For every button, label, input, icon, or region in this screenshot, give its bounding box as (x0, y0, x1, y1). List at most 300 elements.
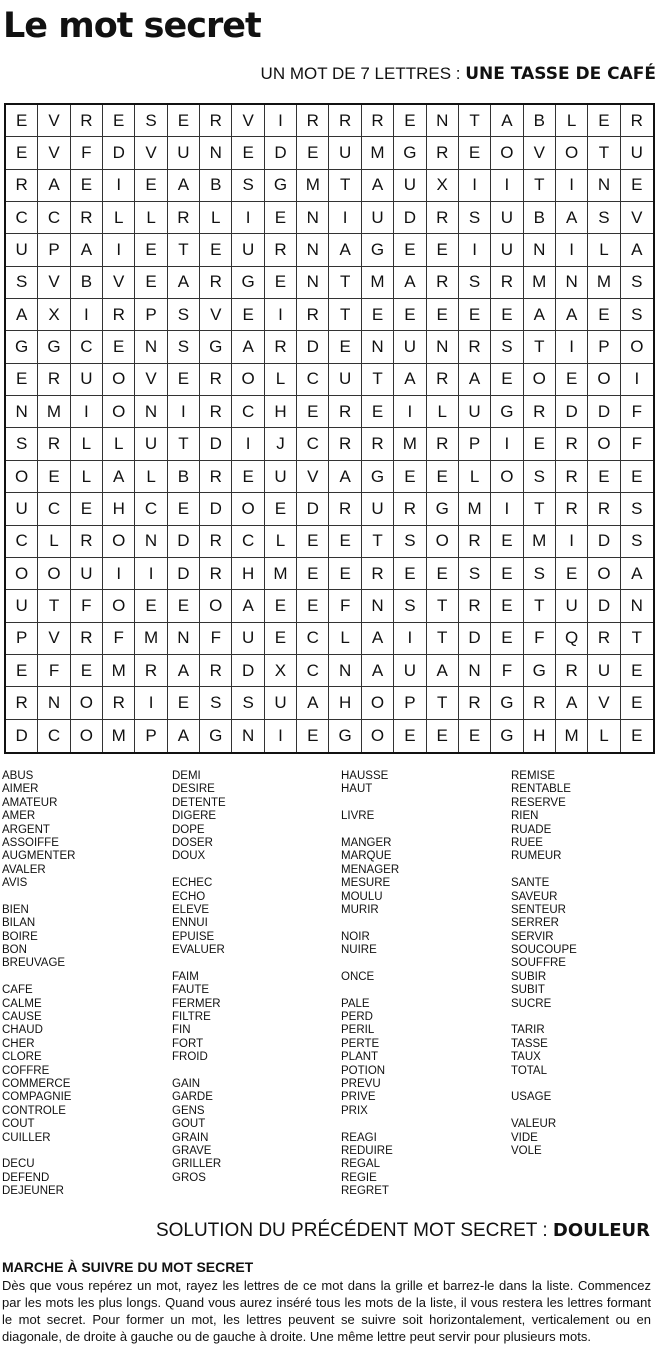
grid-cell[interactable]: U (621, 137, 653, 169)
grid-cell[interactable]: M (362, 267, 394, 299)
grid-cell[interactable]: D (556, 396, 588, 428)
grid-cell[interactable]: T (427, 623, 459, 655)
grid-cell[interactable]: D (297, 493, 329, 525)
word-list-item[interactable]: GARDE (172, 1091, 213, 1104)
grid-cell[interactable]: D (588, 526, 620, 558)
grid-cell[interactable]: R (6, 170, 38, 202)
word-list-item[interactable]: DESIRE (172, 783, 215, 796)
grid-cell[interactable]: M (524, 526, 556, 558)
grid-cell[interactable]: A (459, 364, 491, 396)
grid-cell[interactable]: E (427, 461, 459, 493)
word-list-item[interactable]: HAUSSE (341, 770, 389, 782)
grid-cell[interactable]: I (103, 170, 135, 202)
word-list-item[interactable]: BREUVAGE (2, 957, 66, 970)
word-list-item[interactable]: REGRET (341, 1185, 389, 1198)
grid-cell[interactable]: T (427, 590, 459, 622)
grid-cell[interactable]: U (362, 493, 394, 525)
word-list-item[interactable]: FAUTE (172, 984, 210, 997)
grid-cell[interactable]: U (265, 687, 297, 719)
grid-cell[interactable]: F (621, 428, 653, 460)
word-list-item[interactable]: ELEVE (172, 903, 210, 916)
word-list-item[interactable]: COMPAGNIE (2, 1091, 72, 1104)
grid-cell[interactable]: A (394, 364, 426, 396)
grid-cell[interactable]: A (168, 655, 200, 687)
grid-cell[interactable]: N (427, 105, 459, 137)
grid-cell[interactable]: S (621, 493, 653, 525)
word-list-item[interactable]: PERD (341, 1011, 373, 1024)
grid-cell[interactable]: R (200, 396, 232, 428)
grid-cell[interactable]: R (103, 299, 135, 331)
grid-cell[interactable]: C (38, 493, 70, 525)
word-list-item[interactable]: GAIN (172, 1077, 201, 1090)
grid-cell[interactable]: E (427, 234, 459, 266)
word-list-item[interactable]: DIGERE (172, 810, 217, 823)
word-list-item[interactable]: SUCRE (511, 997, 552, 1010)
grid-cell[interactable]: D (394, 202, 426, 234)
grid-cell[interactable]: M (135, 623, 167, 655)
grid-cell[interactable]: U (329, 137, 361, 169)
grid-cell[interactable]: T (362, 526, 394, 558)
grid-cell[interactable]: L (103, 428, 135, 460)
grid-cell[interactable]: L (103, 202, 135, 234)
grid-cell[interactable]: O (103, 364, 135, 396)
grid-cell[interactable]: A (329, 461, 361, 493)
grid-cell[interactable]: E (38, 461, 70, 493)
word-list-item[interactable]: GROS (172, 1171, 206, 1184)
word-list-item[interactable]: BOIRE (2, 930, 38, 943)
grid-cell[interactable]: U (588, 655, 620, 687)
grid-cell[interactable]: M (394, 428, 426, 460)
grid-cell[interactable]: L (265, 364, 297, 396)
grid-cell[interactable]: N (6, 396, 38, 428)
word-list-item[interactable]: REDUIRE (341, 1144, 393, 1157)
grid-cell[interactable]: D (200, 493, 232, 525)
word-list-item[interactable]: PERTE (341, 1037, 380, 1050)
word-list-item[interactable]: FILTRE (172, 1011, 211, 1024)
grid-cell[interactable]: C (135, 493, 167, 525)
grid-cell[interactable]: E (168, 364, 200, 396)
grid-cell[interactable]: V (135, 137, 167, 169)
grid-cell[interactable]: V (621, 202, 653, 234)
grid-cell[interactable]: G (6, 331, 38, 363)
grid-cell[interactable]: I (556, 526, 588, 558)
grid-cell[interactable]: G (362, 234, 394, 266)
word-list-item[interactable]: AUGMENTER (2, 850, 76, 863)
grid-cell[interactable]: O (588, 428, 620, 460)
grid-cell[interactable]: I (556, 170, 588, 202)
grid-cell[interactable]: C (297, 623, 329, 655)
grid-cell[interactable]: A (362, 170, 394, 202)
word-list-item[interactable]: FORT (172, 1037, 204, 1050)
grid-cell[interactable]: E (329, 331, 361, 363)
word-list-item[interactable]: MESURE (341, 877, 391, 890)
grid-cell[interactable]: R (621, 105, 653, 137)
word-list-item[interactable]: TAUX (511, 1051, 541, 1064)
word-list-item[interactable]: HAUT (341, 783, 373, 796)
grid-cell[interactable]: S (6, 428, 38, 460)
grid-cell[interactable]: R (265, 234, 297, 266)
word-list-item[interactable]: TOTAL (511, 1064, 547, 1077)
word-list-item[interactable]: REMISE (511, 770, 556, 782)
grid-cell[interactable]: V (38, 267, 70, 299)
grid-cell[interactable]: R (394, 493, 426, 525)
grid-cell[interactable]: E (491, 623, 523, 655)
grid-cell[interactable]: N (297, 267, 329, 299)
word-list-item[interactable]: AMER (2, 810, 36, 823)
grid-cell[interactable]: S (200, 687, 232, 719)
grid-cell[interactable]: S (232, 687, 264, 719)
word-list-item[interactable]: BIEN (2, 903, 29, 916)
grid-cell[interactable]: F (71, 590, 103, 622)
grid-cell[interactable]: U (362, 202, 394, 234)
word-list-item[interactable]: ECHEC (172, 877, 213, 890)
grid-cell[interactable]: E (297, 526, 329, 558)
grid-cell[interactable]: R (588, 623, 620, 655)
grid-cell[interactable]: I (491, 170, 523, 202)
grid-cell[interactable]: L (427, 396, 459, 428)
grid-cell[interactable]: T (459, 105, 491, 137)
grid-cell[interactable]: O (71, 720, 103, 752)
grid-cell[interactable]: A (297, 687, 329, 719)
grid-cell[interactable]: R (38, 428, 70, 460)
grid-cell[interactable]: M (103, 655, 135, 687)
word-list-item[interactable]: MARQUE (341, 850, 392, 863)
word-list-item[interactable]: CHAUD (2, 1024, 43, 1037)
grid-cell[interactable]: E (265, 590, 297, 622)
grid-cell[interactable]: O (200, 590, 232, 622)
grid-cell[interactable]: E (394, 558, 426, 590)
grid-cell[interactable]: I (265, 299, 297, 331)
grid-cell[interactable]: A (232, 331, 264, 363)
grid-cell[interactable]: L (265, 526, 297, 558)
grid-cell[interactable]: L (71, 428, 103, 460)
grid-cell[interactable]: D (265, 137, 297, 169)
grid-cell[interactable]: E (621, 461, 653, 493)
word-list-item[interactable]: BILAN (2, 917, 36, 930)
grid-cell[interactable]: R (71, 202, 103, 234)
grid-cell[interactable]: I (621, 364, 653, 396)
word-list-item[interactable]: REGAL (341, 1158, 380, 1171)
word-list-item[interactable]: REAGI (341, 1131, 377, 1144)
grid-cell[interactable]: N (168, 623, 200, 655)
word-list-item[interactable]: REGIE (341, 1171, 377, 1184)
grid-cell[interactable]: T (329, 170, 361, 202)
grid-cell[interactable]: G (362, 461, 394, 493)
word-list-item[interactable]: RUMEUR (511, 850, 562, 863)
word-list-item[interactable]: AMATEUR (2, 796, 58, 809)
grid-cell[interactable]: D (103, 137, 135, 169)
word-list-item[interactable]: CALME (2, 997, 42, 1010)
grid-cell[interactable]: A (103, 461, 135, 493)
grid-cell[interactable]: G (394, 137, 426, 169)
grid-cell[interactable]: P (135, 720, 167, 752)
word-list-item[interactable]: SOUCOUPE (511, 944, 577, 957)
word-list-item[interactable]: CLORE (2, 1051, 42, 1064)
grid-cell[interactable]: E (329, 526, 361, 558)
grid-cell[interactable]: L (135, 461, 167, 493)
grid-cell[interactable]: E (588, 299, 620, 331)
grid-cell[interactable]: C (71, 331, 103, 363)
grid-cell[interactable]: E (362, 299, 394, 331)
grid-cell[interactable]: E (362, 396, 394, 428)
grid-cell[interactable]: E (71, 493, 103, 525)
grid-cell[interactable]: N (297, 234, 329, 266)
grid-cell[interactable]: I (103, 558, 135, 590)
grid-cell[interactable]: A (491, 105, 523, 137)
grid-cell[interactable]: D (588, 396, 620, 428)
word-list-item[interactable]: SUBIT (511, 984, 545, 997)
grid-cell[interactable]: R (200, 364, 232, 396)
grid-cell[interactable]: M (362, 137, 394, 169)
grid-cell[interactable]: I (71, 396, 103, 428)
grid-cell[interactable]: E (232, 137, 264, 169)
grid-cell[interactable]: V (135, 364, 167, 396)
grid-cell[interactable]: C (38, 720, 70, 752)
grid-cell[interactable]: E (232, 299, 264, 331)
word-list-item[interactable]: SANTE (511, 877, 550, 890)
grid-cell[interactable]: V (38, 105, 70, 137)
word-list-item[interactable]: AIMER (2, 783, 39, 796)
grid-cell[interactable]: T (621, 623, 653, 655)
word-list-item[interactable]: ENNUI (172, 917, 208, 930)
grid-cell[interactable]: M (103, 720, 135, 752)
grid-cell[interactable]: R (556, 461, 588, 493)
grid-cell[interactable]: A (168, 720, 200, 752)
grid-cell[interactable]: L (556, 105, 588, 137)
grid-cell[interactable]: X (265, 655, 297, 687)
grid-cell[interactable]: N (38, 687, 70, 719)
grid-cell[interactable]: E (232, 461, 264, 493)
grid-cell[interactable]: E (6, 137, 38, 169)
grid-cell[interactable]: F (491, 655, 523, 687)
grid-cell[interactable]: R (103, 687, 135, 719)
grid-cell[interactable]: I (459, 234, 491, 266)
grid-cell[interactable]: O (362, 720, 394, 752)
grid-cell[interactable]: I (71, 299, 103, 331)
grid-cell[interactable]: E (168, 590, 200, 622)
grid-cell[interactable]: I (135, 558, 167, 590)
grid-cell[interactable]: L (200, 202, 232, 234)
word-list-item[interactable]: FERMER (172, 997, 221, 1010)
word-list-item[interactable]: ABUS (2, 770, 34, 782)
grid-cell[interactable]: D (588, 590, 620, 622)
grid-cell[interactable]: I (168, 396, 200, 428)
word-list-item[interactable]: SOUFFRE (511, 957, 566, 970)
grid-cell[interactable]: T (524, 493, 556, 525)
grid-cell[interactable]: O (556, 137, 588, 169)
grid-cell[interactable]: M (588, 267, 620, 299)
word-list-item[interactable]: RENTABLE (511, 783, 571, 796)
grid-cell[interactable]: C (6, 202, 38, 234)
grid-cell[interactable]: A (232, 590, 264, 622)
word-list-item[interactable]: CAUSE (2, 1011, 42, 1024)
grid-cell[interactable]: P (6, 623, 38, 655)
grid-cell[interactable]: E (588, 105, 620, 137)
grid-cell[interactable]: E (491, 526, 523, 558)
word-list-item[interactable]: ARGENT (2, 823, 50, 836)
grid-cell[interactable]: N (135, 396, 167, 428)
word-list-item[interactable]: RESERVE (511, 796, 566, 809)
grid-cell[interactable]: N (621, 590, 653, 622)
grid-cell[interactable]: S (394, 526, 426, 558)
grid-cell[interactable]: E (621, 687, 653, 719)
grid-cell[interactable]: N (524, 234, 556, 266)
grid-cell[interactable]: I (232, 428, 264, 460)
grid-cell[interactable]: B (200, 170, 232, 202)
grid-cell[interactable]: E (588, 461, 620, 493)
grid-cell[interactable]: O (6, 558, 38, 590)
grid-cell[interactable]: G (329, 720, 361, 752)
grid-cell[interactable]: R (200, 558, 232, 590)
grid-cell[interactable]: M (556, 720, 588, 752)
word-list-item[interactable]: COUT (2, 1118, 35, 1131)
grid-cell[interactable]: T (524, 170, 556, 202)
grid-cell[interactable]: U (491, 202, 523, 234)
grid-cell[interactable]: E (135, 170, 167, 202)
grid-cell[interactable]: R (200, 526, 232, 558)
grid-cell[interactable]: L (135, 202, 167, 234)
word-list-item[interactable]: CUILLER (2, 1131, 51, 1144)
grid-cell[interactable]: S (168, 331, 200, 363)
grid-cell[interactable]: T (38, 590, 70, 622)
grid-cell[interactable]: O (103, 590, 135, 622)
grid-cell[interactable]: E (168, 105, 200, 137)
grid-cell[interactable]: R (297, 105, 329, 137)
grid-cell[interactable]: I (556, 234, 588, 266)
grid-cell[interactable]: D (297, 331, 329, 363)
word-list-item[interactable]: PERIL (341, 1024, 375, 1037)
word-list-item[interactable]: FIN (172, 1024, 191, 1037)
grid-cell[interactable]: R (362, 558, 394, 590)
word-list-item[interactable]: CAFE (2, 984, 33, 997)
grid-cell[interactable]: S (135, 105, 167, 137)
grid-cell[interactable]: R (427, 364, 459, 396)
grid-cell[interactable]: M (38, 396, 70, 428)
grid-cell[interactable]: E (556, 364, 588, 396)
word-list-item[interactable]: DEMI (172, 770, 201, 782)
grid-cell[interactable]: C (297, 364, 329, 396)
grid-cell[interactable]: N (135, 331, 167, 363)
grid-cell[interactable]: E (71, 655, 103, 687)
word-list-item[interactable]: CONTROLE (2, 1104, 66, 1117)
grid-cell[interactable]: O (491, 137, 523, 169)
word-list-item[interactable]: SAVEUR (511, 890, 558, 903)
grid-cell[interactable]: R (329, 428, 361, 460)
grid-cell[interactable]: R (459, 687, 491, 719)
grid-cell[interactable]: I (265, 720, 297, 752)
grid-cell[interactable]: V (38, 623, 70, 655)
grid-cell[interactable]: I (232, 202, 264, 234)
grid-cell[interactable]: E (71, 170, 103, 202)
grid-cell[interactable]: N (362, 331, 394, 363)
grid-cell[interactable]: I (329, 202, 361, 234)
grid-cell[interactable]: O (588, 364, 620, 396)
word-list-item[interactable]: SERVIR (511, 930, 554, 943)
grid-cell[interactable]: E (621, 655, 653, 687)
grid-cell[interactable]: E (265, 493, 297, 525)
word-list-item[interactable]: GRAVE (172, 1144, 212, 1157)
grid-cell[interactable]: E (135, 234, 167, 266)
grid-cell[interactable]: R (200, 267, 232, 299)
grid-cell[interactable]: I (459, 170, 491, 202)
grid-cell[interactable]: U (394, 655, 426, 687)
grid-cell[interactable]: S (459, 558, 491, 590)
grid-cell[interactable]: B (524, 105, 556, 137)
grid-cell[interactable]: E (427, 299, 459, 331)
grid-cell[interactable]: E (459, 299, 491, 331)
grid-cell[interactable]: O (588, 558, 620, 590)
grid-cell[interactable]: B (71, 267, 103, 299)
word-list-item[interactable]: PRIX (341, 1104, 368, 1117)
grid-cell[interactable]: S (491, 331, 523, 363)
grid-cell[interactable]: T (362, 364, 394, 396)
grid-cell[interactable]: C (232, 396, 264, 428)
grid-cell[interactable]: V (103, 267, 135, 299)
word-list-item[interactable]: RUEE (511, 836, 543, 849)
word-list-item[interactable]: MENAGER (341, 863, 400, 876)
grid-cell[interactable]: O (524, 364, 556, 396)
grid-cell[interactable]: L (71, 461, 103, 493)
grid-cell[interactable]: F (38, 655, 70, 687)
grid-cell[interactable]: U (265, 461, 297, 493)
grid-cell[interactable]: O (232, 493, 264, 525)
grid-cell[interactable]: E (135, 267, 167, 299)
word-list-item[interactable]: AVIS (2, 877, 28, 890)
grid-cell[interactable]: H (524, 720, 556, 752)
grid-cell[interactable]: E (329, 558, 361, 590)
grid-cell[interactable]: G (232, 267, 264, 299)
grid-cell[interactable]: A (6, 299, 38, 331)
grid-cell[interactable]: I (394, 396, 426, 428)
grid-cell[interactable]: E (631, 725, 643, 745)
grid-cell[interactable]: O (71, 687, 103, 719)
grid-cell[interactable]: S (168, 299, 200, 331)
grid-cell[interactable]: T (524, 590, 556, 622)
grid-cell[interactable]: E (297, 137, 329, 169)
grid-cell[interactable]: F (524, 623, 556, 655)
grid-cell[interactable]: V (588, 687, 620, 719)
grid-cell[interactable]: A (362, 623, 394, 655)
word-list-item[interactable]: GENS (172, 1104, 205, 1117)
grid-cell[interactable]: O (491, 461, 523, 493)
word-list-item[interactable]: LIVRE (341, 810, 375, 823)
grid-cell[interactable]: T (168, 234, 200, 266)
word-list-item[interactable]: PALE (341, 997, 370, 1010)
grid-cell[interactable]: S (621, 526, 653, 558)
grid-cell[interactable]: R (427, 267, 459, 299)
grid-cell[interactable]: R (71, 105, 103, 137)
word-list-item[interactable]: DOPE (172, 823, 205, 836)
grid-cell[interactable]: F (200, 623, 232, 655)
word-list-item[interactable]: NOIR (341, 930, 370, 943)
grid-cell[interactable]: A (168, 267, 200, 299)
grid-cell[interactable]: E (556, 558, 588, 590)
grid-cell[interactable]: U (135, 428, 167, 460)
word-list-item[interactable]: DOSER (172, 836, 213, 849)
grid-cell[interactable]: O (232, 364, 264, 396)
grid-cell[interactable]: D (168, 526, 200, 558)
grid-cell[interactable]: A (394, 267, 426, 299)
word-list-item[interactable]: CHER (2, 1037, 35, 1050)
grid-cell[interactable]: C (297, 428, 329, 460)
word-list-item[interactable]: MANGER (341, 836, 392, 849)
word-list-item[interactable]: EPUISE (172, 930, 215, 943)
grid-cell[interactable]: R (6, 687, 38, 719)
grid-cell[interactable]: D (168, 558, 200, 590)
grid-cell[interactable]: E (394, 105, 426, 137)
grid-cell[interactable]: E (394, 299, 426, 331)
grid-cell[interactable]: E (168, 687, 200, 719)
